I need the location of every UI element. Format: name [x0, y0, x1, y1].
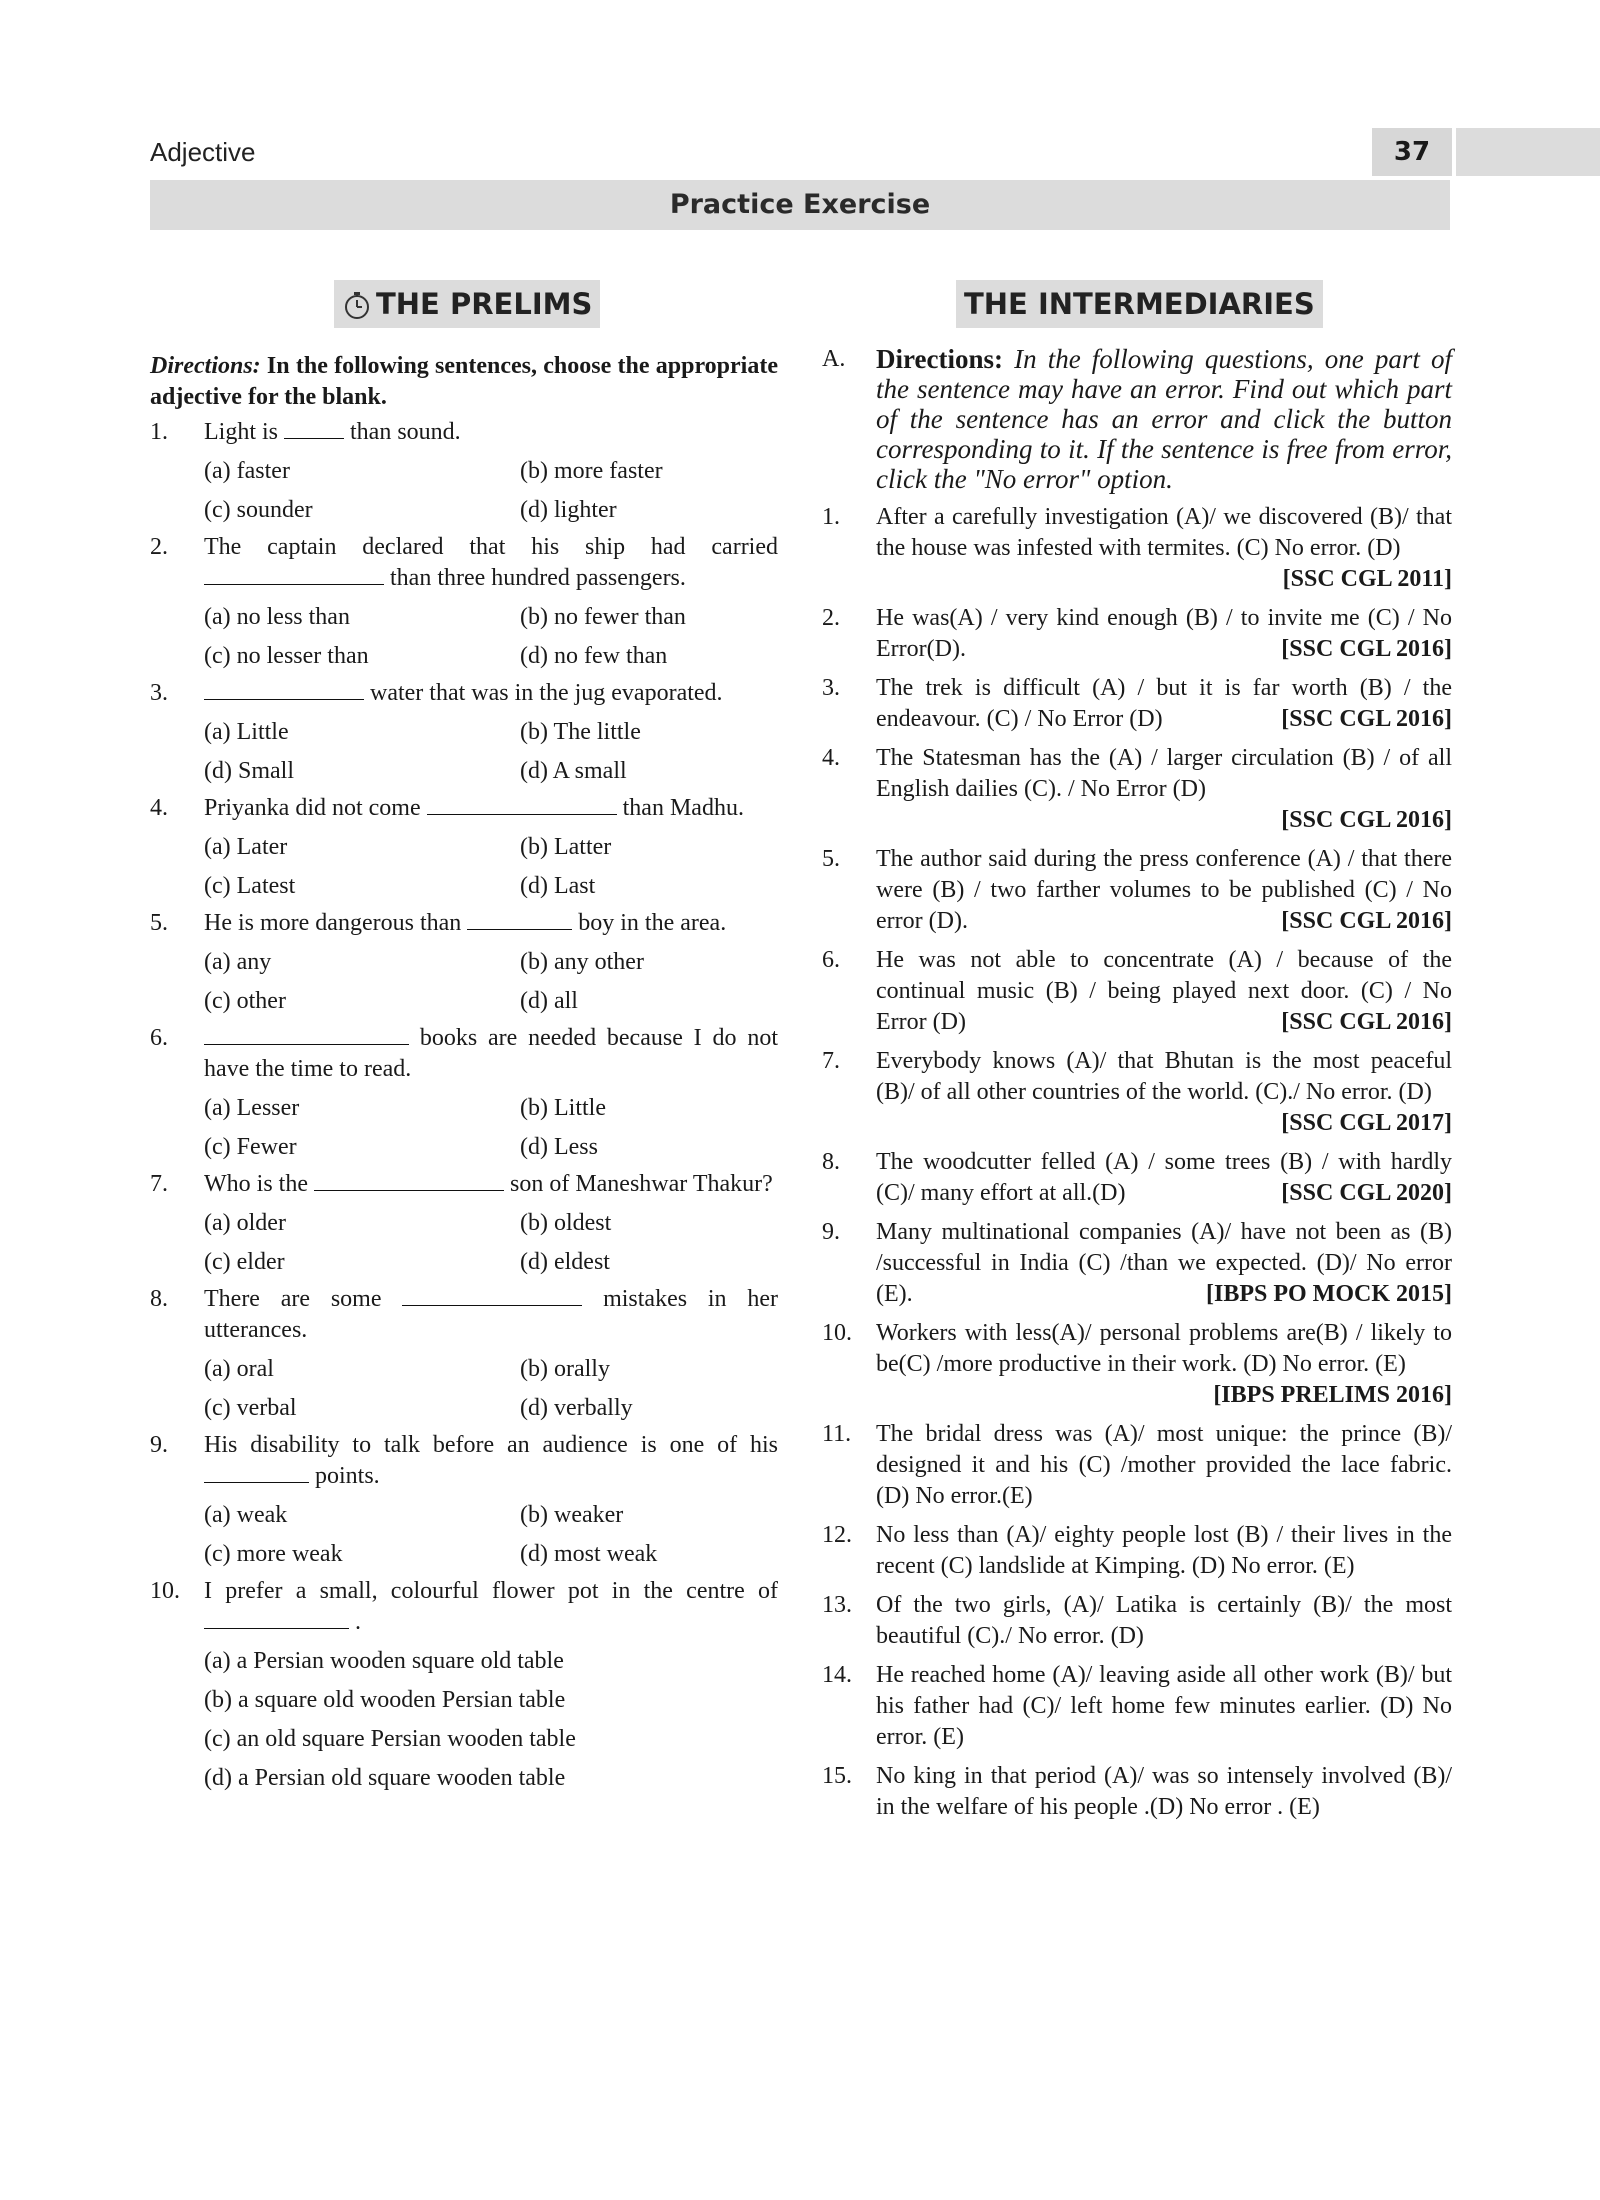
answer-blank	[314, 1170, 504, 1191]
question-text	[876, 673, 1452, 735]
answer-options	[204, 1204, 778, 1282]
question-sentence: The Statesman has the (A) / larger circulation (B) / of all English dailies (C). / No Error (D)	[876, 745, 1452, 802]
answer-blank	[204, 679, 364, 700]
exam-source-tag: [SSC CGL 2016]	[1281, 807, 1452, 833]
prelims-directions	[150, 351, 778, 413]
question-sentence: He reached home (A)/ leaving aside all other work (B)/ but his father had (C)/ left home few minutes earlier. (D) No error. (E)	[876, 1662, 1452, 1750]
answer-option[interactable]: (c) sounder	[204, 497, 313, 523]
answer-options	[204, 1642, 778, 1798]
answer-options	[204, 828, 778, 906]
section-banner: Practice Exercise	[150, 180, 1450, 230]
intermediaries-question	[822, 1419, 1452, 1512]
answer-blank	[402, 1285, 582, 1306]
intermediaries-question-list	[822, 502, 1452, 1823]
question-number: 8.	[822, 1149, 840, 1175]
question-sentence: He was(A) / very kind enough (B) / to invite me (C) / No Error(D).	[876, 605, 1452, 662]
question-number: 5.	[822, 846, 840, 872]
prelims-question	[150, 532, 778, 594]
question-number: 4.	[822, 745, 840, 771]
question-number: 10.	[822, 1320, 852, 1346]
question-number: 6.	[822, 947, 840, 973]
answer-option[interactable]: (d) Last	[520, 873, 596, 899]
answer-option[interactable]: (b) Little	[520, 1095, 606, 1121]
intermediaries-column	[822, 344, 1452, 1823]
question-number: 12.	[822, 1522, 852, 1548]
question-sentence: The woodcutter felled (A) / some trees (B) / with hardly (C)/ many effort at all.(D)	[876, 1149, 1452, 1206]
answer-option[interactable]: (a) any	[204, 949, 272, 975]
answer-option[interactable]: (c) verbal	[204, 1395, 297, 1421]
prelims-question-list	[150, 417, 778, 1798]
question-text-before: Who is the	[204, 1171, 314, 1197]
answer-option[interactable]: (c) Fewer	[204, 1134, 297, 1160]
intermediaries-question	[822, 1046, 1452, 1139]
question-text	[204, 532, 778, 594]
answer-option[interactable]: (c) more weak	[204, 1541, 343, 1567]
intermediaries-heading-text: THE INTERMEDIARIES	[964, 287, 1315, 321]
prelims-question	[150, 1023, 778, 1085]
question-number: 3.	[822, 675, 840, 701]
question-sentence: Many multinational companies (A)/ have not been as (B) /successful in India (C) /than we expected. (D)/ No error (E).	[876, 1219, 1452, 1307]
exam-source-tag: [IBPS PRELIMS 2016]	[1213, 1382, 1452, 1408]
question-number: 5.	[150, 910, 168, 936]
answer-option[interactable]: (d) all	[520, 988, 578, 1014]
answer-option[interactable]: (b) orally	[520, 1356, 610, 1382]
question-sentence: He was not able to concentrate (A) / because of the continual music (B) / being played next door. (C) / No Error (D)	[876, 947, 1452, 1035]
answer-option[interactable]: (a) weak	[204, 1502, 288, 1528]
answer-blank	[284, 418, 344, 439]
answer-option[interactable]: (b) The little	[520, 719, 641, 745]
answer-option[interactable]: (c) elder	[204, 1249, 285, 1275]
answer-option[interactable]: (d) lighter	[520, 497, 617, 523]
question-number: 2.	[822, 605, 840, 631]
answer-option[interactable]: (a) Lesser	[204, 1095, 300, 1121]
question-text	[876, 1147, 1452, 1209]
question-number: 2.	[150, 534, 168, 560]
answer-options	[204, 1350, 778, 1428]
answer-options	[204, 1496, 778, 1574]
intermediaries-directions-lead: Directions:	[876, 344, 1003, 374]
answer-blank	[204, 564, 384, 585]
prelims-question	[150, 793, 778, 824]
answer-option[interactable]: (a) Later	[204, 834, 288, 860]
intermediaries-question	[822, 1660, 1452, 1753]
question-number: 9.	[822, 1219, 840, 1245]
question-sentence: The trek is difficult (A) / but it is far worth (B) / the endeavour. (C) / No Error (D)	[876, 675, 1452, 732]
answer-blank	[204, 1608, 349, 1629]
question-number: 7.	[150, 1171, 168, 1197]
answer-option[interactable]: (d) Small	[204, 758, 294, 784]
answer-options	[204, 713, 778, 791]
question-text-before: His disability to talk before an audience is one of his	[204, 1432, 778, 1458]
answer-option[interactable]: (a) faster	[204, 458, 290, 484]
question-text-after: books are needed because I do not have the time to read.	[204, 1025, 778, 1082]
question-number: 8.	[150, 1286, 168, 1312]
question-text-after: than three hundred passengers.	[384, 565, 686, 591]
question-text	[876, 743, 1452, 836]
prelims-question	[150, 1430, 778, 1492]
answer-blank	[467, 909, 572, 930]
question-text	[876, 1590, 1452, 1652]
answer-options	[204, 452, 778, 530]
question-sentence: Everybody knows (A)/ that Bhutan is the most peaceful (B)/ of all other countries of the world. (C)./ No error. (D)	[876, 1048, 1452, 1105]
question-text	[204, 417, 778, 448]
intermediaries-question	[822, 502, 1452, 595]
answer-option[interactable]: (d) a Persian old square wooden table	[204, 1765, 566, 1791]
question-text	[204, 908, 778, 939]
prelims-directions-text: In the following sentences, choose the appropriate adjective for the blank.	[150, 353, 778, 410]
question-text	[204, 1576, 778, 1638]
question-sentence: Workers with less(A)/ personal problems are(B) / likely to be(C) /more productive in their work. (D) No error. (E)	[876, 1320, 1452, 1377]
question-text-before: He is more dangerous than	[204, 910, 468, 936]
exam-source-tag: [IBPS PO MOCK 2015]	[1206, 1281, 1452, 1307]
question-text-after: .	[349, 1609, 361, 1635]
question-text-before: There are some	[204, 1286, 403, 1312]
exam-source-tag: [SSC CGL 2020]	[1281, 1180, 1452, 1206]
question-text	[876, 502, 1452, 595]
question-text	[204, 1284, 778, 1346]
exam-source-tag: [SSC CGL 2016]	[1281, 706, 1452, 732]
intermediaries-question	[822, 603, 1452, 665]
answer-option[interactable]: (a) older	[204, 1210, 286, 1236]
intermediaries-question	[822, 1590, 1452, 1652]
question-number: 13.	[822, 1592, 852, 1618]
question-text	[204, 678, 778, 709]
answer-option[interactable]: (a) Little	[204, 719, 289, 745]
prelims-column	[150, 351, 778, 1798]
question-text	[204, 1023, 778, 1085]
intermediaries-heading	[956, 280, 1323, 328]
exam-source-tag: [SSC CGL 2017]	[1281, 1110, 1452, 1136]
question-number: 9.	[150, 1432, 168, 1458]
answer-blank	[204, 1462, 309, 1483]
prelims-question	[150, 1576, 778, 1638]
question-sentence: No less than (A)/ eighty people lost (B) / their lives in the recent (C) landslide at Kimping. (D) No error. (E)	[876, 1522, 1452, 1579]
stopwatch-icon	[342, 290, 372, 320]
answer-options	[204, 943, 778, 1021]
question-text-after: boy in the area.	[572, 910, 727, 936]
answer-option[interactable]: (d) Less	[520, 1134, 598, 1160]
question-text	[876, 1318, 1452, 1411]
question-sentence: Of the two girls, (A)/ Latika is certainly (B)/ the most beautiful (C)./ No error. (D)	[876, 1592, 1452, 1649]
intermediaries-question	[822, 743, 1452, 836]
prelims-question	[150, 1169, 778, 1200]
answer-option[interactable]: (b) weaker	[520, 1502, 624, 1528]
exam-source-tag: [SSC CGL 2016]	[1281, 1009, 1452, 1035]
answer-option[interactable]: (d) most weak	[520, 1541, 658, 1567]
answer-options	[204, 1089, 778, 1167]
intermediaries-directions	[822, 344, 1452, 494]
question-number: 6.	[150, 1025, 168, 1051]
intermediaries-directions-text: In the following questions, one part of the sentence may have an error. Find out which part of the sentence has an error and click the button corresponding to it. If the sentence is free from error, click the "No error" option.	[876, 344, 1452, 494]
answer-option[interactable]: (a) a Persian wooden square old table	[204, 1648, 564, 1674]
intermediaries-question	[822, 945, 1452, 1038]
answer-option[interactable]: (d) A small	[520, 758, 627, 784]
question-number: 1.	[150, 419, 168, 445]
intermediaries-question	[822, 1318, 1452, 1411]
answer-option[interactable]: (c) other	[204, 988, 286, 1014]
intermediaries-question	[822, 844, 1452, 937]
question-sentence: The author said during the press conference (A) / that there were (B) / two farther volumes to be published (C) / No error (D).	[876, 846, 1452, 934]
answer-option[interactable]: (a) oral	[204, 1356, 274, 1382]
answer-option[interactable]: (c) Latest	[204, 873, 296, 899]
question-text	[204, 1430, 778, 1492]
answer-blank	[204, 1024, 409, 1045]
question-text	[876, 945, 1452, 1038]
intermediaries-question	[822, 1761, 1452, 1823]
question-text-before: The captain declared that his ship had carried	[204, 534, 778, 560]
question-sentence: The bridal dress was (A)/ most unique: the prince (B)/ designed it and his (C) /mother provided the lace fabric. (D) No error.(E)	[876, 1421, 1452, 1509]
exam-source-tag: [SSC CGL 2016]	[1281, 636, 1452, 662]
question-number: 1.	[822, 504, 840, 530]
question-text-before: Light is	[204, 419, 285, 445]
question-text	[876, 1761, 1452, 1823]
question-text-after: than Madhu.	[616, 795, 744, 821]
prelims-heading	[334, 280, 600, 328]
intermediaries-question	[822, 1147, 1452, 1209]
exam-source-tag: [SSC CGL 2011]	[1282, 566, 1452, 592]
answer-option[interactable]: (b) no fewer than	[520, 604, 686, 630]
question-text-after: mistakes in her utterances.	[204, 1286, 778, 1343]
answer-options	[204, 598, 778, 676]
question-text	[876, 1217, 1452, 1310]
question-text	[876, 1419, 1452, 1512]
prelims-heading-text: THE PRELIMS	[376, 287, 593, 321]
answer-option[interactable]: (d) no few than	[520, 643, 668, 669]
page-number: 37	[1372, 128, 1452, 176]
prelims-question	[150, 678, 778, 709]
intermediaries-question	[822, 1217, 1452, 1310]
answer-option[interactable]: (b) a square old wooden Persian table	[204, 1687, 566, 1713]
prelims-question	[150, 417, 778, 448]
answer-option[interactable]: (c) no lesser than	[204, 643, 369, 669]
question-sentence: No king in that period (A)/ was so intensely involved (B)/ in the welfare of his people .(D) No error . (E)	[876, 1763, 1452, 1820]
question-text	[876, 844, 1452, 937]
question-text	[876, 1046, 1452, 1139]
prelims-question	[150, 1284, 778, 1346]
question-text	[876, 1660, 1452, 1753]
question-text	[876, 1520, 1452, 1582]
answer-blank	[427, 794, 617, 815]
question-text	[204, 1169, 778, 1200]
answer-option[interactable]: (b) Latter	[520, 834, 612, 860]
question-text-after: points.	[309, 1463, 380, 1489]
question-text-after: than sound.	[344, 419, 461, 445]
prelims-question	[150, 908, 778, 939]
answer-option[interactable]: (a) no less than	[204, 604, 350, 630]
question-number: 4.	[150, 795, 168, 821]
answer-option[interactable]: (c) an old square Persian wooden table	[204, 1726, 576, 1752]
answer-option[interactable]: (d) eldest	[520, 1249, 610, 1275]
chapter-title: Adjective	[150, 137, 256, 167]
exam-source-tag: [SSC CGL 2016]	[1281, 908, 1452, 934]
question-number: 3.	[150, 680, 168, 706]
section-label: A.	[822, 346, 846, 372]
prelims-directions-lead: Directions:	[150, 353, 261, 379]
question-number: 7.	[822, 1048, 840, 1074]
intermediaries-question	[822, 1520, 1452, 1582]
page-number-strip	[1456, 128, 1600, 176]
question-number: 14.	[822, 1662, 852, 1688]
question-text-before: Priyanka did not come	[204, 795, 427, 821]
intermediaries-question	[822, 673, 1452, 735]
question-number: 11.	[822, 1421, 852, 1447]
question-number: 15.	[822, 1763, 852, 1789]
question-text-after: son of Maneshwar Thakur?	[503, 1171, 773, 1197]
answer-option[interactable]: (b) any other	[520, 949, 644, 975]
answer-option[interactable]: (b) oldest	[520, 1210, 612, 1236]
question-text-after: water that was in the jug evaporated.	[364, 680, 723, 706]
answer-option[interactable]: (b) more faster	[520, 458, 663, 484]
question-text	[876, 603, 1452, 665]
answer-option[interactable]: (d) verbally	[520, 1395, 633, 1421]
question-text-before: I prefer a small, colourful flower pot in the centre of	[204, 1578, 778, 1604]
question-number: 10.	[150, 1578, 180, 1604]
question-text	[204, 793, 778, 824]
question-sentence: After a carefully investigation (A)/ we discovered (B)/ that the house was infested with termites. (C) No error. (D)	[876, 504, 1452, 561]
